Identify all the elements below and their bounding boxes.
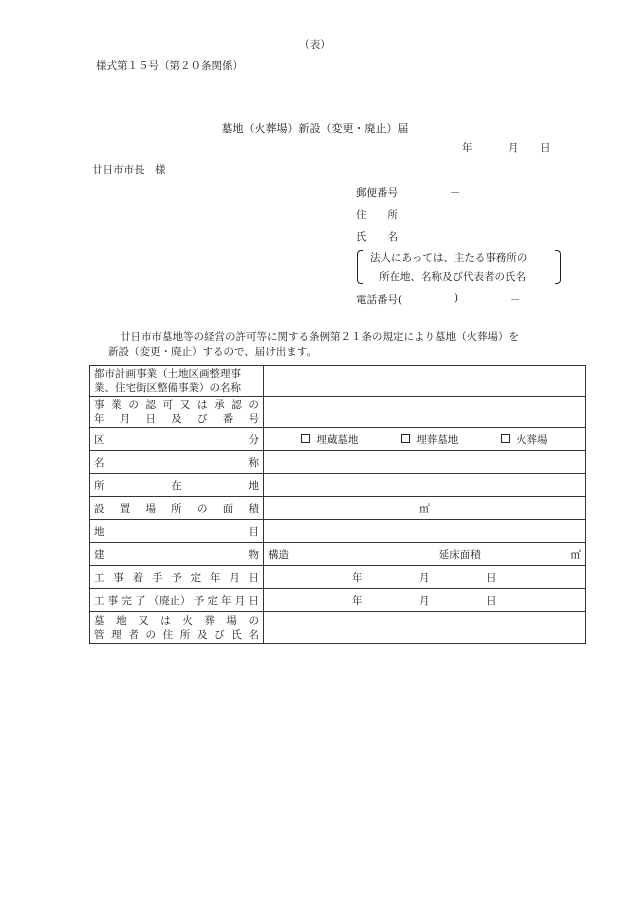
corporation-note-line1: 法人にあっては、主たる事務所の	[370, 252, 528, 264]
floor-area-unit: ㎡	[570, 548, 581, 561]
name-field[interactable]	[264, 451, 586, 474]
checkbox-icon[interactable]	[401, 434, 410, 443]
construction-end-label: 工 事 完 了 （廃止） 予 定 年 月 日	[90, 589, 264, 612]
declaration-line1: 廿日市市墓地等の経営の許可等に関する条例第２１条の規定により墓地（火葬場）を	[120, 331, 519, 343]
phone-label: 電話番号(	[356, 294, 403, 306]
right-bracket	[555, 250, 561, 284]
option-crematorium[interactable]: 火葬場	[501, 432, 548, 447]
construction-end-field[interactable]: 年 月 日	[264, 589, 586, 612]
date-month: 月	[508, 142, 519, 154]
land-category-field[interactable]	[264, 520, 586, 543]
row-building	[90, 543, 586, 566]
checkbox-icon[interactable]	[301, 434, 310, 443]
location-field[interactable]	[264, 474, 586, 497]
phone-dash: －	[510, 294, 521, 306]
row-location	[90, 474, 586, 497]
name-row-label: 名 称	[90, 451, 264, 474]
name-label: 氏 名	[356, 231, 398, 243]
manager-field[interactable]	[264, 612, 586, 644]
row-name	[90, 451, 586, 474]
row-site-area	[90, 497, 586, 520]
addressee: 廿日市市長 様	[92, 164, 166, 176]
date-year: 年	[462, 142, 473, 154]
location-label: 所 在 地	[90, 474, 264, 497]
building-field[interactable]	[264, 543, 586, 566]
option-burial-cemetery[interactable]: 埋蔵墓地	[301, 432, 358, 447]
submission-date	[462, 140, 551, 155]
postal-code-label: 郵便番号	[356, 187, 398, 199]
category-label: 区 分	[90, 428, 264, 451]
building-label: 建 物	[90, 543, 264, 566]
form-side-label: （表）	[299, 39, 331, 51]
row-project-name	[90, 366, 586, 397]
site-area-field[interactable]	[264, 497, 586, 520]
form-number: 様式第１５号（第２０条関係）	[96, 60, 243, 72]
construction-start-label: 工 事 着 手 予 定 年 月 日	[90, 566, 264, 589]
date-day: 日	[540, 142, 551, 154]
row-approval-date	[90, 397, 586, 428]
project-name-field[interactable]	[264, 366, 586, 397]
project-name-label: 都市計画事業（土地区画整理事 業、住宅街区整備事業）の名称	[90, 366, 264, 397]
declaration-text	[96, 330, 576, 360]
row-category	[90, 428, 586, 451]
corporation-note	[357, 248, 561, 286]
corporation-note-line2: 所在地、名称及び代表者の氏名	[379, 271, 526, 283]
notification-table	[89, 365, 586, 644]
address-label: 住 所	[356, 209, 398, 221]
construction-start-field[interactable]: 年 月 日	[264, 566, 586, 589]
declaration-line2: 新設（変更・廃止）するので、届け出ます。	[108, 346, 317, 358]
row-construction-end	[90, 589, 586, 612]
left-bracket	[357, 250, 363, 284]
option-interment-cemetery[interactable]: 埋葬墓地	[401, 432, 458, 447]
approval-date-label: 事 業 の 認 可 又 は 承 認 の 年 月 日 及 び 番 号	[90, 397, 264, 428]
checkbox-icon[interactable]	[501, 434, 510, 443]
category-options	[264, 428, 586, 451]
structure-label: 構造	[268, 548, 289, 561]
document-title: 墓地（火葬場）新設（変更・廃止）届	[221, 122, 409, 135]
manager-label: 墓 地 又 は 火 葬 場 の 管 理 者 の 住 所 及 び 氏 名	[90, 612, 264, 644]
postal-code-dash: －	[450, 187, 461, 199]
phone-close-paren: )	[454, 292, 459, 304]
area-unit: ㎡	[419, 502, 430, 515]
approval-date-field[interactable]	[264, 397, 586, 428]
row-construction-start	[90, 566, 586, 589]
floor-area-label: 延床面積	[438, 548, 481, 561]
row-manager	[90, 612, 586, 644]
land-category-label: 地 目	[90, 520, 264, 543]
row-land-category	[90, 520, 586, 543]
site-area-label: 設 置 場 所 の 面 積	[90, 497, 264, 520]
